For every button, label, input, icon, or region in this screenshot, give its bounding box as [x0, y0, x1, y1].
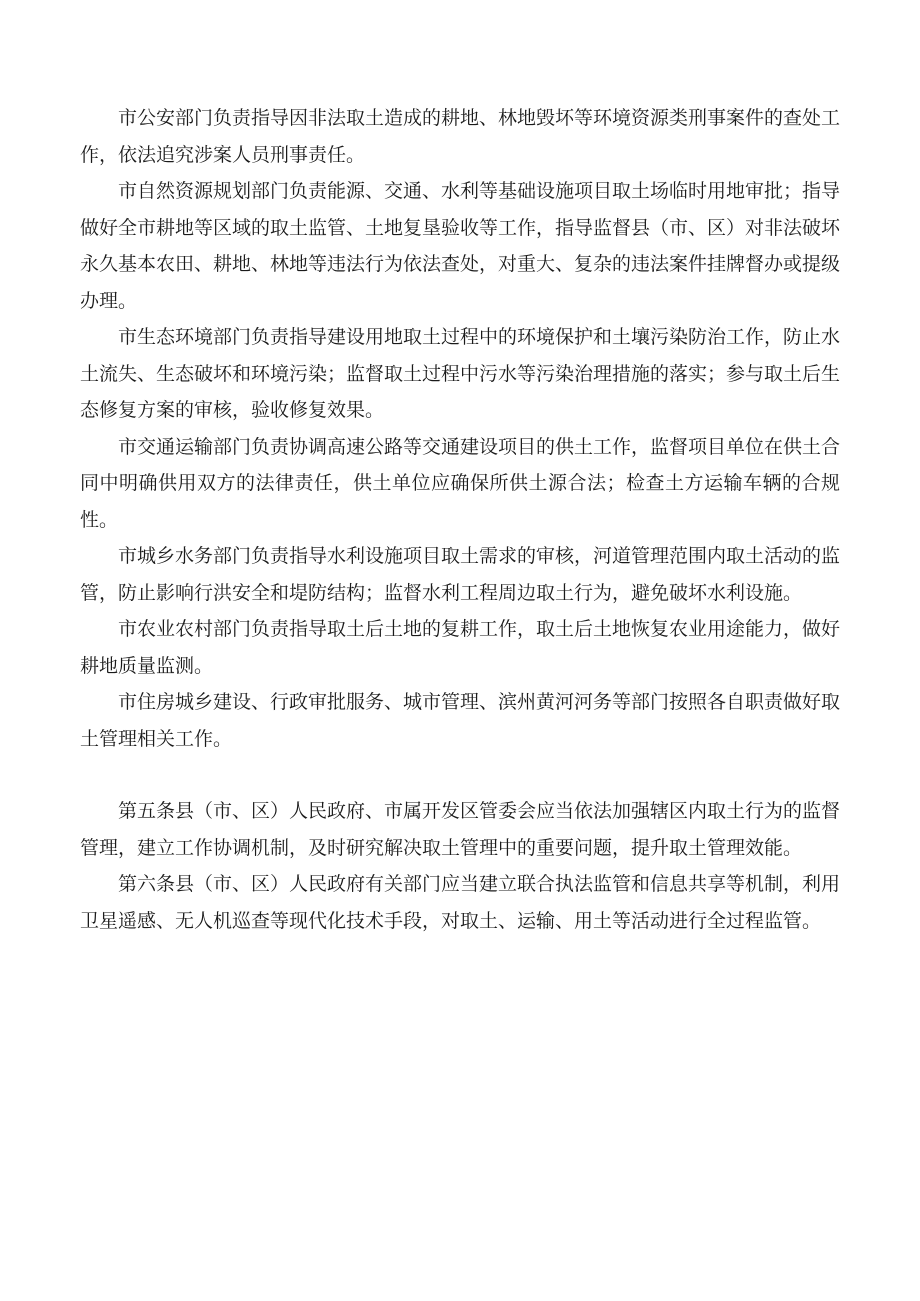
paragraph-article-five: 第五条县（市、区）人民政府、市属开发区管委会应当依法加强辖区内取土行为的监督管理，建立工作协调机制，及时研究解决取土管理中的重要问题，提升取土管理效能。 [80, 800, 841, 859]
paragraph-ecology-environment: 市生态环境部门负责指导建设用地取土过程中的环境保护和土壤污染防治工作，防止水土流失、生态破坏和环境污染；监督取土过程中污水等污染治理措施的落实；参与取土后生态修复方案的审核，验收修复效果。 [80, 326, 841, 421]
paragraph-public-security: 市公安部门负责指导因非法取土造成的耕地、林地毁坏等环境资源类刑事案件的查处工作，依法追究涉案人员刑事责任。 [80, 107, 841, 166]
paragraph-transportation: 市交通运输部门负责协调高速公路等交通建设项目的供土工作，监督项目单位在供土合同中明确供用双方的法律责任，供土单位应确保所供土源合法；检查土方运输车辆的合规性。 [80, 435, 841, 531]
paragraph-article-six: 第六条县（市、区）人民政府有关部门应当建立联合执法监管和信息共享等机制，利用卫星遥感、无人机巡查等现代化技术手段，对取土、运输、用土等活动进行全过程监管。 [80, 873, 841, 932]
paragraph-agriculture: 市农业农村部门负责指导取土后土地的复耕工作，取土后土地恢复农业用途能力，做好耕地质量监测。 [80, 618, 841, 677]
paragraph-natural-resources: 市自然资源规划部门负责能源、交通、水利等基础设施项目取土场临时用地审批；指导做好全市耕地等区域的取土监管、土地复垦验收等工作，指导监督县（市、区）对非法破坏永久基本农田、耕地、林地等违法行为依法查处，对重大、复杂的违法案件挂牌督办或提级办理。 [80, 180, 841, 312]
document-body [80, 100, 840, 939]
paragraph-water-affairs: 市城乡水务部门负责指导水利设施项目取土需求的审核，河道管理范围内取土活动的监管，防止影响行洪安全和堤防结构；监督水利工程周边取土行为，避免破坏水利设施。 [80, 545, 841, 604]
section-gap [80, 757, 840, 793]
paragraph-other-departments: 市住房城乡建设、行政审批服务、城市管理、滨州黄河河务等部门按照各自职责做好取土管理相关工作。 [80, 691, 841, 750]
